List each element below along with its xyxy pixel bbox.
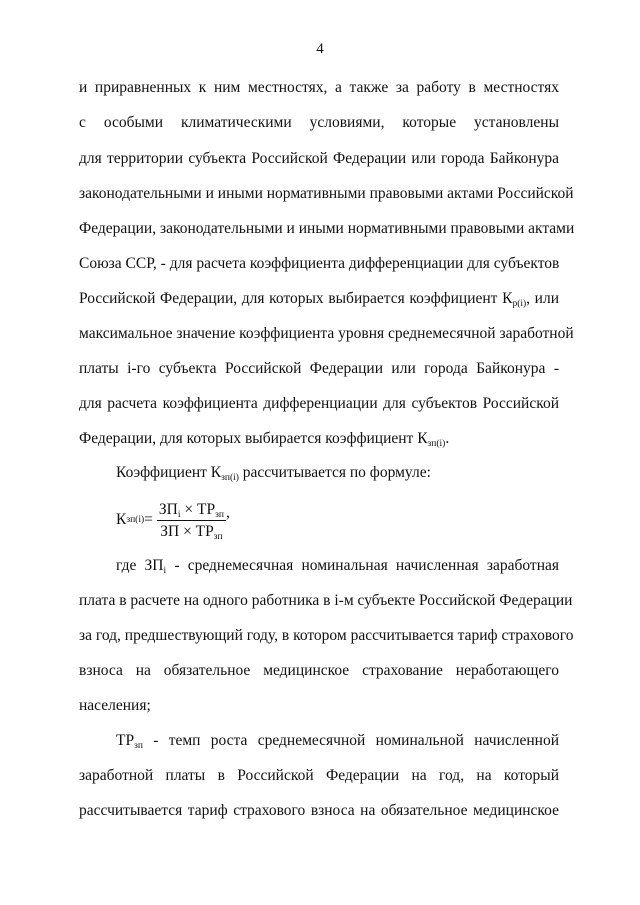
subscript: i [163, 566, 167, 576]
text-line: заработной платы в Российской Федерации на год, на который [79, 767, 559, 784]
text-line: за год, предшествующий году, в котором рассчитывается тариф страхового [79, 627, 574, 644]
text-line [116, 463, 559, 483]
text-run: Российской Федерации, для которых выбирается коэффициент К [79, 290, 513, 307]
subscript: зп [213, 531, 223, 542]
subscript: зп(i) [221, 473, 239, 483]
text-line: и приравненных к ним местностях, а также за работу в местностях [79, 79, 559, 96]
page-number: 4 [316, 41, 324, 57]
text-line: Союза ССР, - для расчета коэффициента дифференциации для субъектов [79, 255, 560, 272]
text-run: ТР [116, 732, 135, 749]
text-line [79, 429, 559, 449]
text-run: Коэффициент К [116, 464, 222, 481]
text-line: Федерации, законодательными и иными нормативными правовыми актами [79, 220, 575, 237]
text-line: рассчитывается тариф страхового взноса на обязательное медицинское [79, 802, 559, 819]
text-line: населения; [79, 697, 151, 714]
subscript: i [177, 509, 181, 520]
subscript: зп(i) [427, 439, 446, 449]
text-line [116, 556, 559, 576]
text-line: с особыми климатическими условиями, которые установлены [79, 114, 559, 131]
text-run: где ЗП [116, 557, 164, 574]
text-run: , или [526, 290, 560, 307]
text-run: - темп роста среднемесячной номинальной начисленной [142, 732, 559, 749]
text-line: максимальное значение коэффициента уровня среднемесячной заработной [79, 325, 574, 342]
formula-denominator [158, 521, 224, 541]
text-line: платы i-го субъекта Российской Федерации или города Байконура - [79, 360, 559, 377]
text-run: - среднемесячная номинальная начисленная заработная [166, 557, 559, 574]
formula-fraction [157, 500, 226, 541]
text-run: . [445, 430, 450, 447]
text-run: × ТР [180, 500, 216, 518]
text-line: для территории субъекта Российской Федерации или города Байконура [79, 150, 559, 167]
text-run: ЗП [158, 500, 178, 518]
formula: К зп(i) = $\frac{ЗП_i \times ТР_{зп}}{ЗП \times ТР_{зп}}$ , [116, 500, 230, 542]
subscript: р(i) [512, 299, 527, 309]
formula-numerator [157, 500, 226, 521]
text-run: ЗП × ТР [160, 522, 214, 540]
subscript: зп [215, 509, 224, 520]
formula-tail: , [225, 504, 230, 521]
formula-eq: = [144, 511, 153, 528]
text-run: рассчитывается по формуле: [238, 464, 431, 481]
text-line: законодательными и иными нормативными правовыми актами Российской [79, 185, 574, 202]
formula-lhs: К [116, 511, 127, 528]
subscript: зп [134, 741, 143, 751]
text-run: Федерации, для которых выбирается коэффициент К [79, 430, 428, 447]
text-line: плата в расчете на одного работника в i-м субъекте Российской Федерации [79, 592, 573, 609]
text-line: взноса на обязательное медицинское страхование неработающего [79, 662, 559, 679]
text-line: для расчета коэффициента дифференциации для субъектов Российской [79, 395, 559, 412]
text-line [79, 289, 559, 309]
text-line [116, 731, 559, 751]
